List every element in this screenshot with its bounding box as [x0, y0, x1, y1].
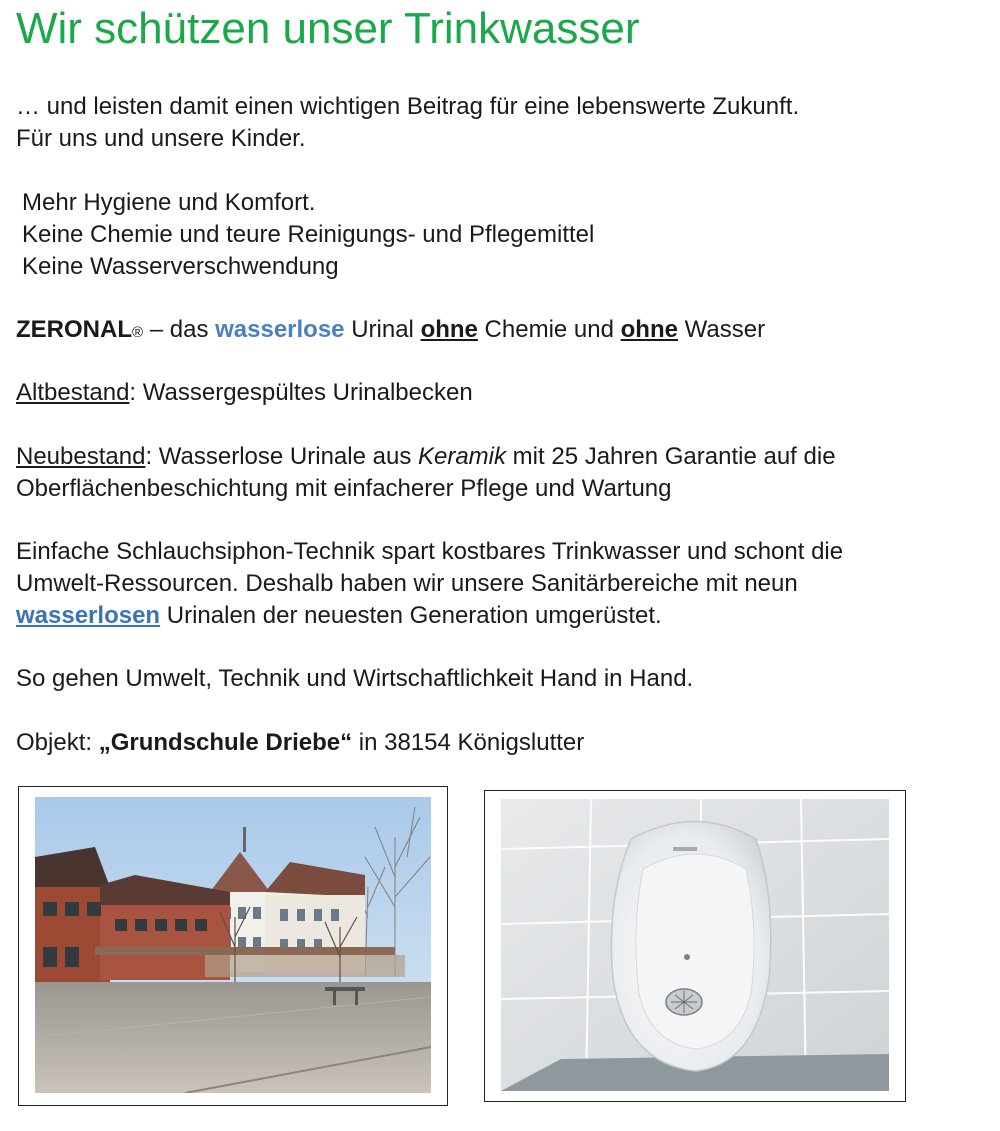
neubestand-label: Neubestand [16, 443, 146, 470]
technik-line-1: Einfache Schlauchsiphon-Technik spart kostbares Trinkwasser und schont die [16, 538, 844, 565]
objekt-suffix: in 38154 Königslutter [352, 729, 585, 756]
page-title: Wir schützen unser Trinkwasser [16, 4, 640, 53]
zeronal-text-1: Urinal [344, 316, 421, 343]
objekt-line [16, 727, 584, 759]
wasserlose-highlight: wasserlose [215, 316, 345, 343]
keramik-italic: Keramik [417, 443, 507, 470]
altbestand-text: : Wassergespültes Urinalbecken [129, 379, 473, 406]
closing-line: So gehen Umwelt, Technik und Wirtschaftlichkeit Hand in Hand. [16, 665, 694, 692]
wasserlosen-link[interactable]: wasserlosen [16, 602, 161, 629]
neubestand-text-1: : Wasserlose Urinale aus [145, 443, 418, 470]
benefit-no-water-waste: Keine Wasserverschwendung [22, 253, 339, 280]
zeronal-line [16, 314, 765, 349]
intro-line-1: … und leisten damit einen wichtigen Beitrag für eine lebenswerte Zukunft. [16, 93, 800, 120]
technik-line-2: Umwelt-Ressourcen. Deshalb haben wir unsere Sanitärbereiche mit neun [16, 570, 798, 597]
zeronal-text-3: Wasser [677, 316, 766, 343]
benefit-hygiene: Mehr Hygiene und Komfort. [22, 189, 316, 216]
zeronal-dash: – das [143, 316, 216, 343]
brand-name: ZERONAL [16, 316, 132, 343]
objekt-name: „Grundschule Driebe“ [98, 729, 353, 756]
neubestand-line-2: Oberflächenbeschichtung mit einfacherer Pflege und Wartung [16, 475, 672, 502]
objekt-prefix: Objekt: [16, 729, 99, 756]
school-photo [35, 797, 431, 1093]
intro-line-2: Für uns und unsere Kinder. [16, 125, 306, 152]
technik-line-3-rest: Urinalen der neuesten Generation umgerüstet. [160, 602, 662, 629]
registered-mark: ® [132, 324, 144, 341]
neubestand-line-1 [16, 441, 836, 473]
school-photo-frame [18, 786, 448, 1106]
urinal-photo [501, 799, 889, 1091]
neubestand-text-2: mit 25 Jahren Garantie auf die [506, 443, 836, 470]
altbestand-line [16, 377, 473, 409]
altbestand-label: Altbestand [16, 379, 130, 406]
urinal-photo-frame [484, 790, 906, 1102]
ohne-emphasis-2: ohne [620, 316, 678, 343]
technik-line-3 [16, 600, 662, 632]
ohne-emphasis-1: ohne [420, 316, 478, 343]
benefit-no-chemicals: Keine Chemie und teure Reinigungs- und Pflegemittel [22, 221, 595, 248]
zeronal-text-2: Chemie und [477, 316, 621, 343]
